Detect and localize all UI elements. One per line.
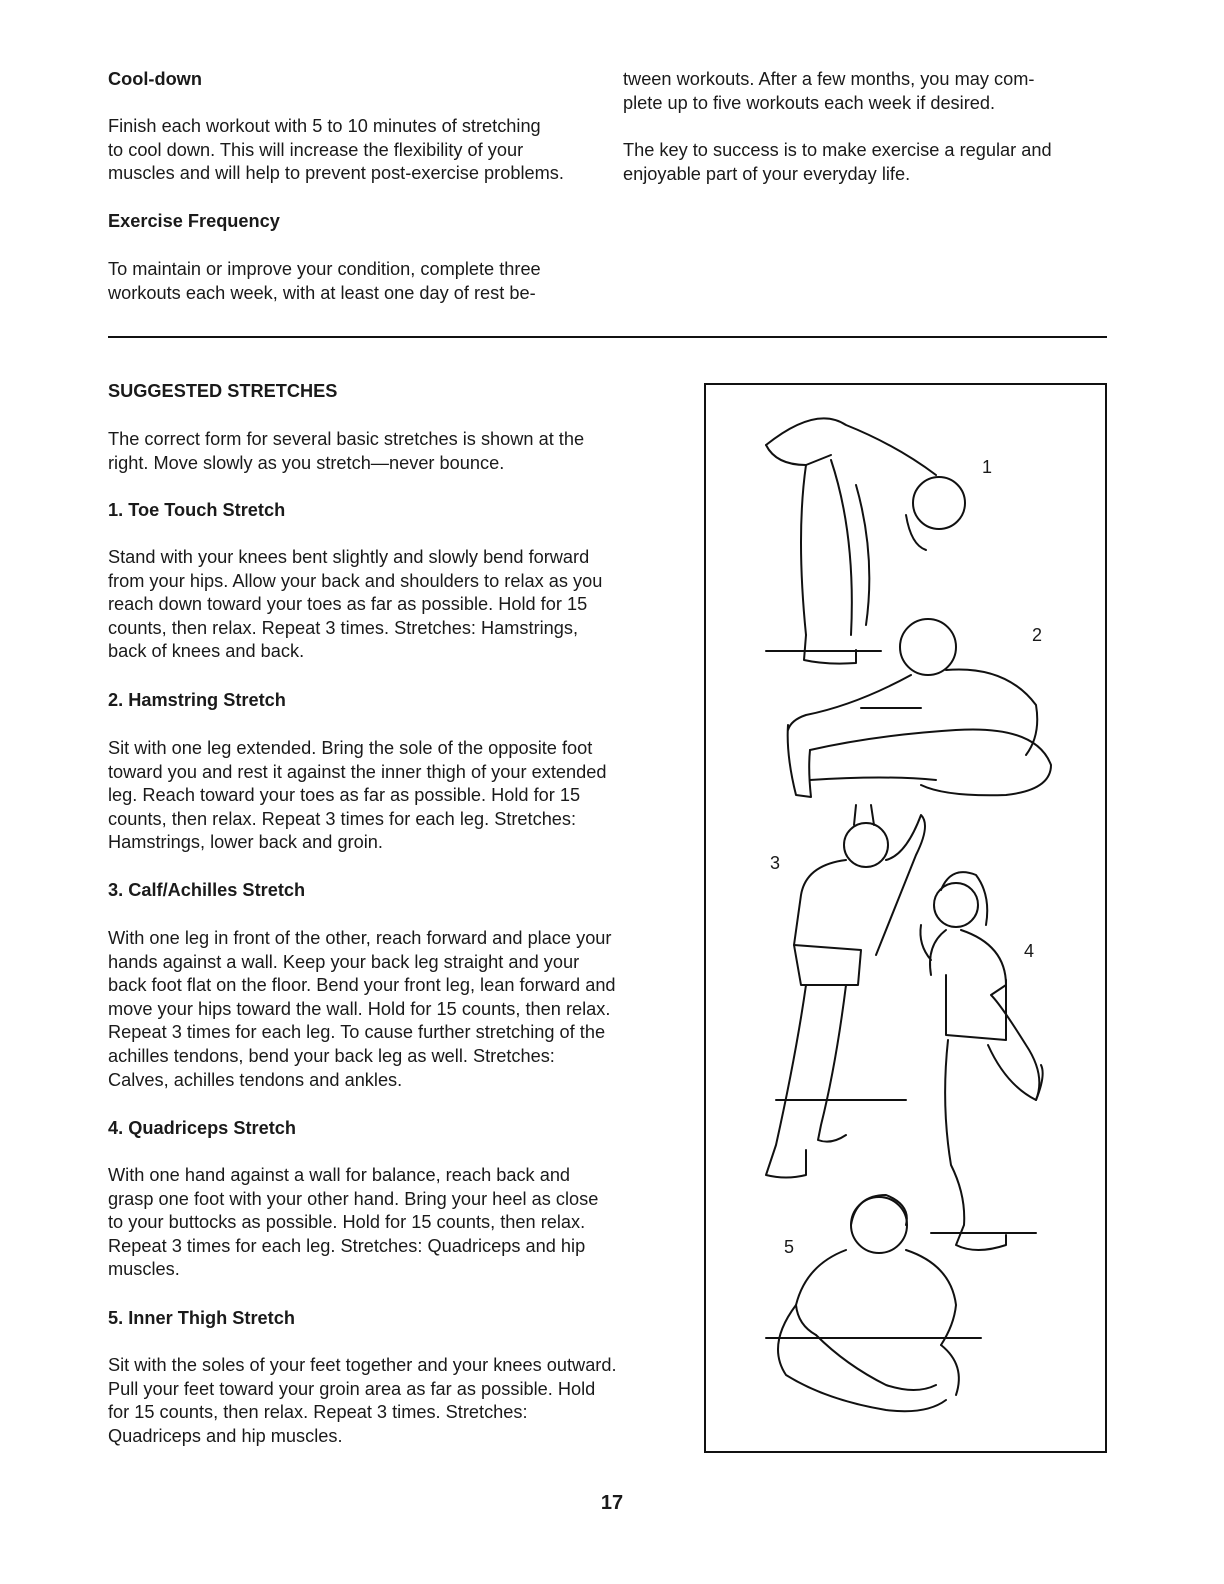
figure-label-3: 3 (770, 853, 781, 873)
frequency-paragraph-continued (623, 68, 1034, 115)
stretch-illustrations (706, 385, 1105, 1451)
text-line: grasp one foot with your other hand. Bring your heel as close (108, 1188, 599, 1209)
text-line: To maintain or improve your condition, complete three (108, 259, 541, 279)
text-line: Sit with the soles of your feet together and your knees outward. (108, 1355, 617, 1375)
text-line: Repeat 3 times for each leg. Stretches: Quadriceps and hip (108, 1235, 586, 1256)
inner-thigh-figure (766, 1195, 981, 1411)
stretch-5-title: 5. Inner Thigh Stretch (108, 1308, 295, 1328)
text-line: move your hips toward the wall. Hold for 15 counts, then relax. (108, 998, 611, 1019)
text-line: The key to success is to make exercise a regular and (623, 140, 1052, 160)
text-line: Calves, achilles tendons and ankles. (108, 1069, 403, 1090)
text-line: leg. Reach toward your toes as far as possible. Hold for 15 (108, 785, 581, 806)
figure-label-2: 2 (1032, 625, 1043, 645)
stretch-illustrations-panel (704, 383, 1107, 1453)
frequency-heading: Exercise Frequency (108, 211, 280, 231)
cooldown-heading: Cool-down (108, 69, 202, 89)
stretch-2-title: 2. Hamstring Stretch (108, 690, 286, 710)
text-line: from your hips. Allow your back and shoulders to relax as you (108, 570, 603, 591)
section-divider (108, 336, 1107, 338)
text-line: Sit with one leg extended. Bring the sole of the opposite foot (108, 738, 593, 758)
text-line: right. Move slowly as you stretch—never bounce. (108, 452, 505, 473)
text-line: With one hand against a wall for balance, reach back and (108, 1165, 571, 1185)
text-line: workouts each week, with at least one day of rest be- (108, 282, 536, 303)
stretch-3-text (108, 927, 616, 1092)
stretch-1-title: 1. Toe Touch Stretch (108, 500, 286, 520)
figure-label-1: 1 (982, 457, 993, 477)
text-line: Repeat 3 times for each leg. To cause further stretching of the (108, 1022, 606, 1043)
hamstring-stretch-figure (788, 619, 1051, 797)
calf-stretch-figure (766, 805, 925, 1178)
key-paragraph (623, 139, 1052, 186)
stretch-3-title: 3. Calf/Achilles Stretch (108, 880, 306, 900)
text-line: plete up to five workouts each week if desired. (623, 92, 996, 113)
text-line: counts, then relax. Repeat 3 times for each leg. Stretches: (108, 808, 577, 829)
stretch-1-text (108, 546, 602, 664)
cooldown-paragraph (108, 115, 564, 186)
frequency-paragraph (108, 258, 541, 305)
text-line: counts, then relax. Repeat 3 times. Stretches: Hamstrings, (108, 617, 579, 638)
text-line: back foot flat on the floor. Bend your front leg, lean forward and (108, 975, 616, 996)
stretches-heading: SUGGESTED STRETCHES (108, 381, 338, 401)
figure-label-4: 4 (1024, 941, 1035, 961)
text-line: achilles tendons, bend your back leg as well. Stretches: (108, 1045, 555, 1066)
text-line: Quadriceps and hip muscles. (108, 1425, 343, 1446)
stretch-4-title: 4. Quadriceps Stretch (108, 1118, 297, 1138)
text-line: enjoyable part of your everyday life. (623, 163, 911, 184)
text-line: toward you and rest it against the inner thigh of your extended (108, 761, 607, 782)
text-line: muscles and will help to prevent post-exercise problems. (108, 163, 564, 184)
text-line: Finish each workout with 5 to 10 minutes of stretching (108, 116, 541, 136)
stretches-intro (108, 428, 584, 475)
text-line: reach down toward your toes as far as possible. Hold for 15 (108, 594, 588, 615)
quad-stretch-figure (920, 872, 1042, 1250)
text-line: Stand with your knees bent slightly and slowly bend forward (108, 547, 590, 567)
figure-label-5: 5 (784, 1237, 795, 1257)
text-line: back of knees and back. (108, 641, 305, 662)
stretch-2-text (108, 737, 606, 855)
text-line: for 15 counts, then relax. Repeat 3 times. Stretches: (108, 1402, 528, 1423)
text-line: tween workouts. After a few months, you may com- (623, 69, 1035, 89)
text-line: to your buttocks as possible. Hold for 15 counts, then relax. (108, 1212, 586, 1233)
text-line: Pull your feet toward your groin area as far as possible. Hold (108, 1378, 596, 1399)
text-line: With one leg in front of the other, reach forward and place your (108, 928, 612, 948)
page-number: 17 (600, 1492, 624, 1514)
toe-touch-figure (766, 418, 965, 663)
text-line: hands against a wall. Keep your back leg straight and your (108, 951, 580, 972)
text-line: Hamstrings, lower back and groin. (108, 832, 383, 853)
text-line: muscles. (108, 1259, 180, 1280)
text-line: The correct form for several basic stretches is shown at the (108, 429, 585, 449)
text-line: to cool down. This will increase the flexibility of your (108, 139, 524, 160)
stretch-5-text (108, 1354, 617, 1448)
stretch-4-text (108, 1164, 598, 1282)
